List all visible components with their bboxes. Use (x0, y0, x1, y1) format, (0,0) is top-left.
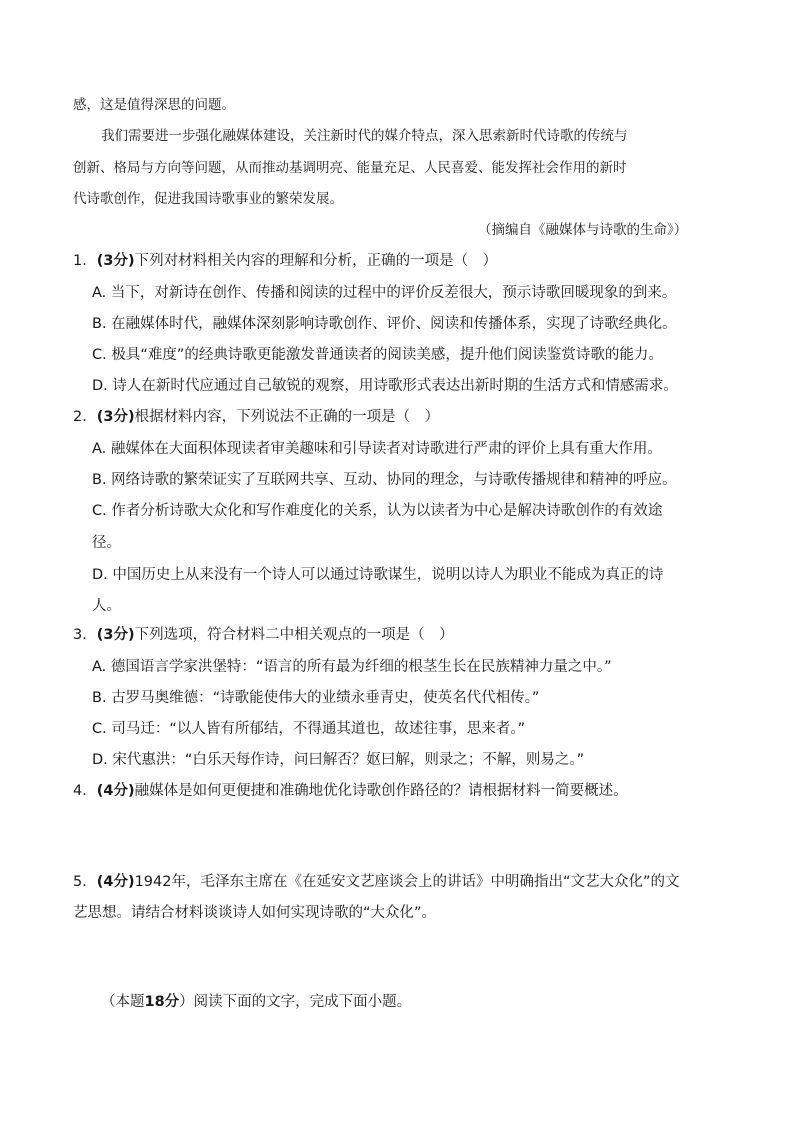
option-text: 在融媒体时代，融媒体深刻影响诗歌创作、评价、阅读和传播体系，实现了诗歌经典化。 (111, 316, 677, 332)
question-number: 5． (73, 874, 97, 890)
option-text: 诗人在新时代应通过自己敏锐的观察，用诗歌形式表达出新时期的生活方式和情感需求。 (112, 378, 678, 394)
option-text: 当下，对新诗在创作、传播和阅读的过程中的评价反差很大，预示诗歌回暖现象的到来。 (110, 285, 677, 301)
option-label: A. (92, 441, 107, 457)
question-number: 3． (73, 627, 97, 643)
option-c[interactable] (92, 720, 525, 738)
option-d[interactable] (92, 377, 678, 395)
passage-line: 我们需要进一步强化融媒体建设，关注新时代的媒介特点，深入思索新时代诗歌的传统与 (101, 128, 628, 144)
option-text: 中国历史上从来没有一个诗人可以通过诗歌谋生，说明以诗人为职业不能成为真正的诗 (112, 567, 664, 583)
question-stem: 1942年，毛泽东主席在《在延安文艺座谈会上的讲话》中明确指出“文艺大众化”的文 (134, 874, 680, 890)
section-prefix: （本题 (101, 994, 145, 1010)
option-label: C. (92, 721, 107, 737)
option-a[interactable] (92, 658, 612, 676)
question-number: 1． (73, 253, 97, 269)
option-a[interactable] (92, 284, 676, 302)
option-c[interactable] (92, 502, 662, 520)
option-label: C. (92, 347, 107, 363)
option-c[interactable] (92, 346, 663, 364)
question-5-continued: 艺思想。请结合材料谈谈诗人如何实现诗歌的“大众化”。 (73, 905, 437, 921)
question-2 (73, 408, 439, 426)
question-score: (3分) (96, 409, 135, 425)
option-label: B. (92, 316, 107, 332)
option-d-continued: 人。 (92, 598, 121, 614)
question-score: (4分) (96, 874, 135, 890)
option-text: 德国语言学家洪堡特：“语言的所有最为纤细的根茎生长在民族精神力量之中。” (110, 659, 612, 675)
option-label: B. (92, 472, 107, 488)
section-instruction (101, 993, 411, 1011)
option-text: 作者分析诗歌大众化和写作难度化的关系，认为以读者为中心是解决诗歌创作的有效途 (111, 503, 663, 519)
passage-line: 代诗歌创作，促进我国诗歌事业的繁荣发展。 (73, 191, 343, 207)
question-number: 4． (73, 783, 97, 799)
option-label: D. (92, 567, 108, 583)
option-a[interactable] (92, 440, 662, 458)
section-suffix: ）阅读下面的文字，完成下面小题。 (179, 994, 412, 1010)
question-3 (73, 626, 454, 644)
option-label: C. (92, 503, 107, 519)
section-score: 18分 (144, 994, 180, 1010)
option-text: 古罗马奥维德：“诗歌能使伟大的业绩永垂青史，使英名代代相传。” (111, 690, 540, 706)
question-stem: 融媒体是如何更便捷和准确地优化诗歌创作路径的？请根据材料一简要概述。 (134, 783, 628, 799)
question-stem: 根据材料内容，下列说法不正确的一项是（ ） (134, 409, 440, 425)
question-score: (3分) (96, 253, 135, 269)
passage-line: 创新、格局与方向等问题，从而推动基调明亮、能量充足、人民喜爱、能发挥社会作用的新时 (73, 160, 627, 176)
question-5 (73, 873, 680, 891)
option-label: A. (92, 285, 107, 301)
option-label: D. (92, 752, 108, 768)
option-label: D. (92, 378, 108, 394)
option-text: 网络诗歌的繁荣证实了互联网共享、互动、协同的理念，与诗歌传播规律和精神的呼应。 (111, 472, 677, 488)
passage-line: 感，这是值得深思的问题。 (73, 97, 235, 113)
question-1 (73, 252, 497, 270)
passage-source: （摘编自《融媒体与诗歌的生命》） (478, 222, 688, 238)
option-c-continued: 径。 (92, 535, 121, 551)
option-text: 宋代惠洪：“白乐天每作诗，问曰解否？妪曰解，则录之；不解，则易之。” (112, 752, 585, 768)
option-text: 司马迁：“以人皆有所郁结，不得通其道也，故述往事，思来者。” (111, 721, 526, 737)
question-4 (73, 782, 628, 800)
option-b[interactable] (92, 471, 677, 489)
question-stem: 下列对材料相关内容的理解和分析，正确的一项是（ ） (134, 253, 498, 269)
option-label: A. (92, 659, 107, 675)
option-b[interactable] (92, 315, 677, 333)
option-text: 融媒体在大面积体现读者审美趣味和引导读者对诗歌进行严肃的评价上具有重大作用。 (110, 441, 662, 457)
option-label: B. (92, 690, 107, 706)
option-d[interactable] (92, 751, 584, 769)
question-number: 2． (73, 409, 97, 425)
question-score: (4分) (96, 783, 135, 799)
question-score: (3分) (96, 627, 135, 643)
question-stem: 下列选项，符合材料二中相关观点的一项是（ ） (134, 627, 454, 643)
option-b[interactable] (92, 689, 539, 707)
option-d[interactable] (92, 566, 663, 584)
option-text: 极具“难度”的经典诗歌更能激发普通读者的阅读美感，提升他们阅读鉴赏诗歌的能力。 (111, 347, 663, 363)
